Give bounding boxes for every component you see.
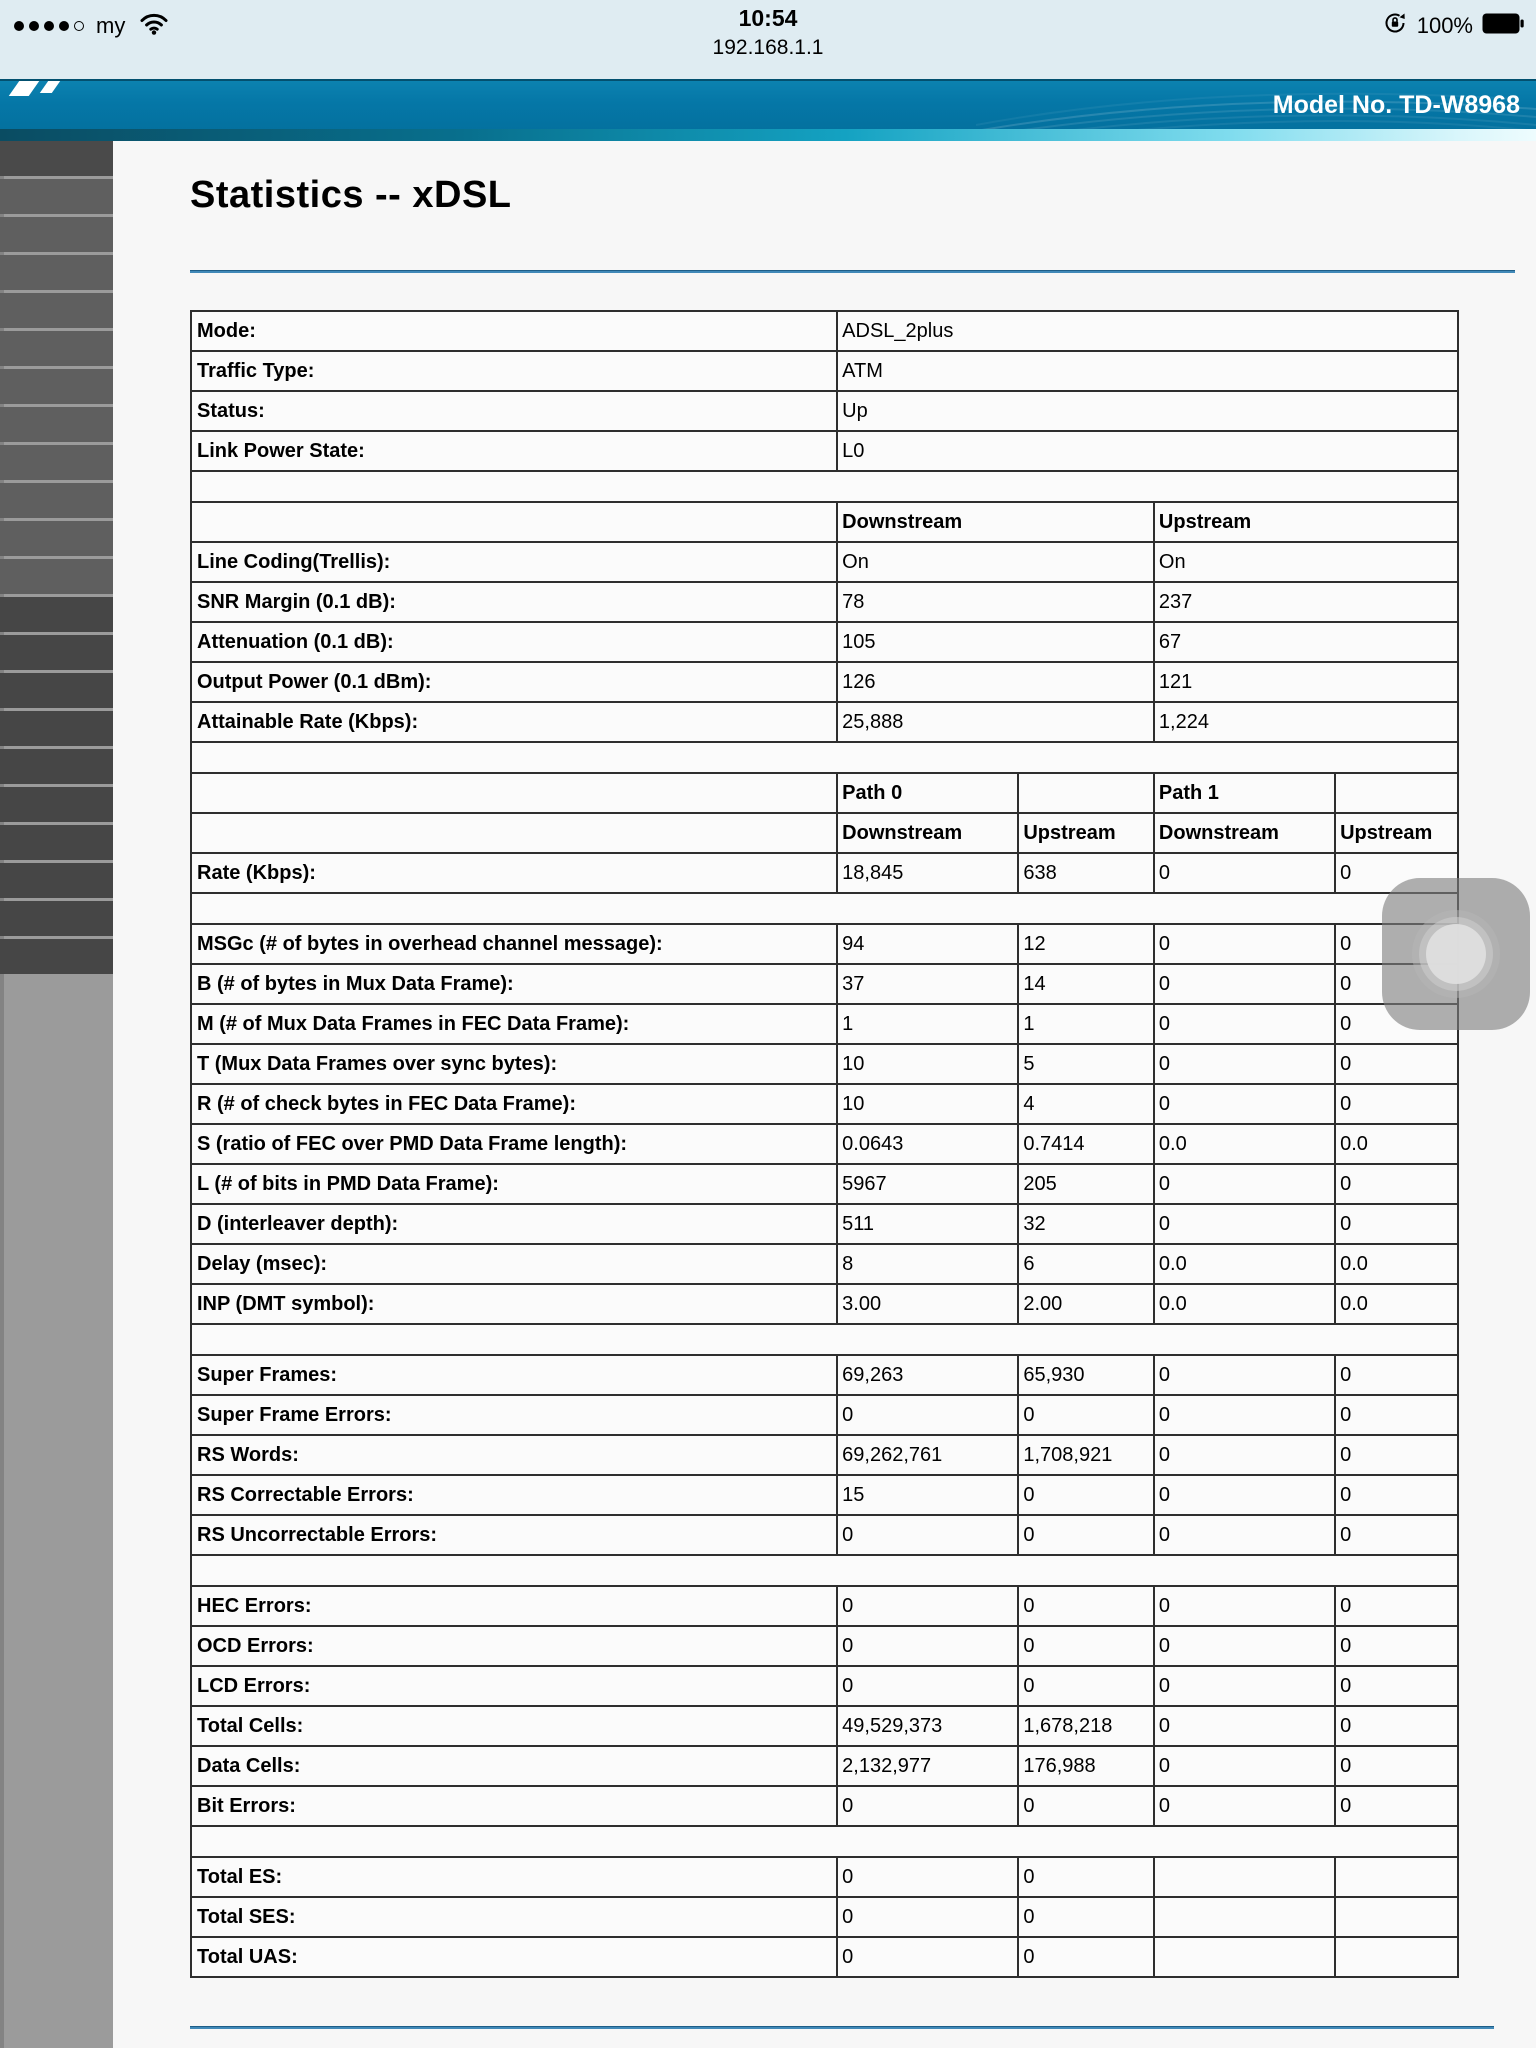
sidebar-menu-item[interactable] <box>0 521 113 556</box>
stat-label-cell: RS Correctable Errors: <box>191 1475 837 1515</box>
assistive-touch-button[interactable] <box>1382 878 1530 1030</box>
table-row <box>191 964 1458 1004</box>
stat-value-cell: 0 <box>1018 1897 1154 1937</box>
table-row <box>191 893 1458 924</box>
stat-label-cell: R (# of check bytes in FEC Data Frame): <box>191 1084 837 1124</box>
stat-value-cell: ADSL_2plus <box>837 311 1458 351</box>
stat-value-cell: 0 <box>1335 1435 1458 1475</box>
stat-label-cell: INP (DMT symbol): <box>191 1284 837 1324</box>
table-row <box>191 1395 1458 1435</box>
stat-label-cell <box>191 773 837 813</box>
spacer-cell <box>191 1324 1458 1355</box>
stat-value-cell: 0.0643 <box>837 1124 1018 1164</box>
table-row <box>191 622 1458 662</box>
table-row <box>191 351 1458 391</box>
stat-value-cell: L0 <box>837 431 1458 471</box>
table-row <box>191 1586 1458 1626</box>
sidebar-menu-item[interactable] <box>0 331 113 366</box>
stat-value-cell: 0 <box>837 1626 1018 1666</box>
stat-value-cell: 0 <box>1335 1395 1458 1435</box>
stat-value-cell: 69,263 <box>837 1355 1018 1395</box>
sidebar-menu <box>0 141 113 2048</box>
banner-gradient-strip <box>0 129 1536 141</box>
stat-value-cell: 15 <box>837 1475 1018 1515</box>
stat-label-cell: OCD Errors: <box>191 1626 837 1666</box>
sidebar-menu-item[interactable] <box>0 217 113 252</box>
stat-label-cell: MSGc (# of bytes in overhead channel message): <box>191 924 837 964</box>
stat-value-cell: 65,930 <box>1018 1355 1154 1395</box>
stat-label-cell: LCD Errors: <box>191 1666 837 1706</box>
table-row <box>191 1244 1458 1284</box>
stat-value-cell: 0 <box>1154 1084 1335 1124</box>
stat-value-cell: 0 <box>1335 1044 1458 1084</box>
stat-label-cell: Total UAS: <box>191 1937 837 1977</box>
stat-value-cell: 0 <box>837 1937 1018 1977</box>
stat-label-cell: M (# of Mux Data Frames in FEC Data Frame): <box>191 1004 837 1044</box>
table-row <box>191 1666 1458 1706</box>
stat-value-cell: 0 <box>1335 1164 1458 1204</box>
table-row <box>191 1706 1458 1746</box>
sidebar-menu-item[interactable] <box>0 369 113 404</box>
sidebar-menu-item[interactable] <box>0 673 113 708</box>
sidebar-menu-item[interactable] <box>0 597 113 632</box>
sidebar-menu-item[interactable] <box>0 559 113 594</box>
stat-value-cell: 0 <box>1335 1666 1458 1706</box>
stat-value-cell <box>1335 1937 1458 1977</box>
stat-value-cell: 5967 <box>837 1164 1018 1204</box>
stat-value-cell: 6 <box>1018 1244 1154 1284</box>
stat-value-cell: 0 <box>1018 1666 1154 1706</box>
tp-link-logo-fragment-icon <box>9 81 40 96</box>
table-row <box>191 1746 1458 1786</box>
stat-value-cell: 126 <box>837 662 1154 702</box>
table-row <box>191 1826 1458 1857</box>
stat-value-cell: 105 <box>837 622 1154 662</box>
stat-value-cell: 0 <box>1018 1586 1154 1626</box>
spacer-cell <box>191 471 1458 502</box>
stat-value-cell: 0.0 <box>1335 1244 1458 1284</box>
stat-value-cell: 4 <box>1018 1084 1154 1124</box>
stat-value-cell: 0 <box>1018 1475 1154 1515</box>
battery-icon <box>1482 13 1524 39</box>
stat-value-cell: 0 <box>1335 1355 1458 1395</box>
stat-label-cell: Delay (msec): <box>191 1244 837 1284</box>
table-row <box>191 1937 1458 1977</box>
bottom-divider <box>190 2026 1494 2029</box>
stat-value-cell: 0.0 <box>1335 1284 1458 1324</box>
stat-value-cell: 0 <box>1018 1515 1154 1555</box>
assistive-touch-ring-icon <box>1412 910 1500 998</box>
stat-value-cell: 0 <box>1335 1626 1458 1666</box>
stat-value-cell: 69,262,761 <box>837 1435 1018 1475</box>
sidebar-menu-item[interactable] <box>0 407 113 442</box>
stat-value-cell: 0 <box>1154 1786 1335 1826</box>
column-header-cell: Upstream <box>1335 813 1458 853</box>
stat-label-cell: D (interleaver depth): <box>191 1204 837 1244</box>
column-header-cell: Upstream <box>1018 813 1154 853</box>
stat-label-cell: Data Cells: <box>191 1746 837 1786</box>
stat-label-cell: SNR Margin (0.1 dB): <box>191 582 837 622</box>
stat-value-cell: 0 <box>1018 1857 1154 1897</box>
table-row <box>191 773 1458 813</box>
stat-value-cell: 0 <box>1154 1204 1335 1244</box>
column-header-cell: Downstream <box>837 813 1018 853</box>
stat-value-cell: 0 <box>1154 1044 1335 1084</box>
table-row <box>191 702 1458 742</box>
router-header-banner <box>0 79 1536 129</box>
stat-value-cell: 10 <box>837 1084 1018 1124</box>
stat-value-cell: 0 <box>837 1666 1018 1706</box>
stat-value-cell: 0 <box>837 1786 1018 1826</box>
stat-value-cell: 0 <box>1335 1746 1458 1786</box>
table-row <box>191 1626 1458 1666</box>
table-row <box>191 1164 1458 1204</box>
stat-value-cell: 2.00 <box>1018 1284 1154 1324</box>
stat-value-cell: 0 <box>837 1857 1018 1897</box>
table-row <box>191 924 1458 964</box>
stat-value-cell: 205 <box>1018 1164 1154 1204</box>
stat-label-cell: L (# of bits in PMD Data Frame): <box>191 1164 837 1204</box>
sidebar-menu-item[interactable] <box>0 255 113 290</box>
stat-label-cell: Super Frame Errors: <box>191 1395 837 1435</box>
stat-value-cell: 0 <box>837 1515 1018 1555</box>
table-row <box>191 471 1458 502</box>
clock-time: 10:54 <box>738 5 798 31</box>
stat-value-cell: 0 <box>1018 1626 1154 1666</box>
stat-value-cell: 0 <box>1154 1666 1335 1706</box>
stat-value-cell: 0 <box>1018 1937 1154 1977</box>
column-header-cell: Downstream <box>837 502 1154 542</box>
stat-value-cell: 0 <box>1335 1084 1458 1124</box>
sidebar-menu-item[interactable] <box>0 939 113 974</box>
stat-value-cell: 0 <box>1154 1586 1335 1626</box>
stat-label-cell: Total ES: <box>191 1857 837 1897</box>
stat-value-cell: 1,678,218 <box>1018 1706 1154 1746</box>
stat-value-cell: 0 <box>1335 964 1458 1004</box>
stat-label-cell: Bit Errors: <box>191 1786 837 1826</box>
stat-value-cell: 5 <box>1018 1044 1154 1084</box>
table-row <box>191 1355 1458 1395</box>
stat-label-cell: T (Mux Data Frames over sync bytes): <box>191 1044 837 1084</box>
table-row <box>191 311 1458 351</box>
column-header-cell <box>1335 773 1458 813</box>
sidebar-menu-item[interactable] <box>0 635 113 670</box>
stat-value-cell: 49,529,373 <box>837 1706 1018 1746</box>
stats-table-body <box>191 311 1458 1977</box>
stat-label-cell: Total Cells: <box>191 1706 837 1746</box>
address-bar-url[interactable]: 192.168.1.1 <box>712 36 824 59</box>
table-row <box>191 582 1458 622</box>
tp-link-logo-fragment-icon <box>40 81 60 93</box>
table-row <box>191 1897 1458 1937</box>
stat-value-cell: 237 <box>1154 582 1458 622</box>
stat-value-cell: 0 <box>837 1395 1018 1435</box>
column-header-cell: Upstream <box>1154 502 1458 542</box>
stat-label-cell: Attenuation (0.1 dB): <box>191 622 837 662</box>
stat-label-cell: Total SES: <box>191 1897 837 1937</box>
stat-value-cell: 0.0 <box>1154 1244 1335 1284</box>
stat-value-cell: 0 <box>1335 1204 1458 1244</box>
table-row <box>191 1044 1458 1084</box>
stat-label-cell <box>191 813 837 853</box>
stat-label-cell: Super Frames: <box>191 1355 837 1395</box>
spacer-cell <box>191 1555 1458 1586</box>
stat-value-cell: 8 <box>837 1244 1018 1284</box>
page-title: Statistics -- xDSL <box>190 174 512 216</box>
table-row <box>191 502 1458 542</box>
table-row <box>191 742 1458 773</box>
table-row <box>191 1786 1458 1826</box>
table-row <box>191 853 1458 893</box>
stat-value-cell: 0 <box>837 1897 1018 1937</box>
stat-label-cell: Attainable Rate (Kbps): <box>191 702 837 742</box>
sidebar-menu-item[interactable] <box>0 293 113 328</box>
table-row <box>191 431 1458 471</box>
table-row <box>191 1435 1458 1475</box>
stat-value-cell: 638 <box>1018 853 1154 893</box>
stat-value-cell: 0 <box>1335 924 1458 964</box>
stat-value-cell: 14 <box>1018 964 1154 1004</box>
sidebar-menu-item[interactable] <box>0 901 113 936</box>
stat-value-cell: 0 <box>1018 1395 1154 1435</box>
table-row <box>191 813 1458 853</box>
spacer-cell <box>191 893 1458 924</box>
stat-value-cell: 121 <box>1154 662 1458 702</box>
stat-label-cell: RS Words: <box>191 1435 837 1475</box>
stat-value-cell: 0 <box>1018 1786 1154 1826</box>
stat-value-cell: 511 <box>837 1204 1018 1244</box>
stat-value-cell: 3.00 <box>837 1284 1018 1324</box>
stat-value-cell: 0 <box>1335 1004 1458 1044</box>
stat-value-cell: 0 <box>1335 1706 1458 1746</box>
stat-value-cell: 0 <box>1154 1395 1335 1435</box>
status-bar <box>0 0 1536 79</box>
stat-label-cell: Traffic Type: <box>191 351 837 391</box>
stat-label-cell <box>191 502 837 542</box>
stat-label-cell: Status: <box>191 391 837 431</box>
stat-value-cell: 25,888 <box>837 702 1154 742</box>
stat-value-cell: 78 <box>837 582 1154 622</box>
stat-value-cell: On <box>837 542 1154 582</box>
stat-value-cell: 0 <box>1154 1626 1335 1666</box>
stat-value-cell <box>1154 1857 1335 1897</box>
stat-value-cell: 1 <box>1018 1004 1154 1044</box>
stat-value-cell: 176,988 <box>1018 1746 1154 1786</box>
xdsl-statistics-table <box>190 310 1459 1978</box>
stat-label-cell: Line Coding(Trellis): <box>191 542 837 582</box>
column-header-cell: Path 0 <box>837 773 1018 813</box>
sidebar-menu-item[interactable] <box>0 141 113 176</box>
stat-value-cell: 0 <box>1154 964 1335 1004</box>
column-header-cell: Path 1 <box>1154 773 1335 813</box>
stat-value-cell: 32 <box>1018 1204 1154 1244</box>
table-row <box>191 542 1458 582</box>
stat-value-cell: 94 <box>837 924 1018 964</box>
stat-value-cell: 1,224 <box>1154 702 1458 742</box>
stat-value-cell: 10 <box>837 1044 1018 1084</box>
stat-value-cell <box>1154 1937 1335 1977</box>
column-header-cell <box>1018 773 1154 813</box>
table-row <box>191 1857 1458 1897</box>
stat-label-cell: B (# of bytes in Mux Data Frame): <box>191 964 837 1004</box>
table-row <box>191 1324 1458 1355</box>
sidebar-menu-item[interactable] <box>0 825 113 860</box>
sidebar-menu-item[interactable] <box>0 787 113 822</box>
stat-value-cell <box>1154 1897 1335 1937</box>
stat-value-cell: 0 <box>1335 1515 1458 1555</box>
stat-label-cell: Mode: <box>191 311 837 351</box>
model-number-label: Model No. TD-W8968 <box>1272 91 1520 119</box>
stat-value-cell: 18,845 <box>837 853 1018 893</box>
table-row <box>191 1204 1458 1244</box>
stat-value-cell: On <box>1154 542 1458 582</box>
sidebar-menu-item[interactable] <box>0 749 113 784</box>
stat-value-cell: 0 <box>837 1586 1018 1626</box>
stat-label-cell: Rate (Kbps): <box>191 853 837 893</box>
table-row <box>191 1284 1458 1324</box>
rotation-lock-icon <box>1382 10 1408 41</box>
stat-value-cell: ATM <box>837 351 1458 391</box>
stat-value-cell: 0 <box>1154 853 1335 893</box>
stat-value-cell: 0 <box>1154 1475 1335 1515</box>
table-row <box>191 662 1458 702</box>
sidebar-menu-item[interactable] <box>0 483 113 518</box>
stat-value-cell: 67 <box>1154 622 1458 662</box>
stat-value-cell: 0 <box>1154 1706 1335 1746</box>
table-row <box>191 1004 1458 1044</box>
stat-label-cell: S (ratio of FEC over PMD Data Frame length): <box>191 1124 837 1164</box>
stat-value-cell: Up <box>837 391 1458 431</box>
stat-value-cell: 0 <box>1335 1475 1458 1515</box>
stat-value-cell: 0.0 <box>1335 1124 1458 1164</box>
stat-value-cell: 0.0 <box>1154 1284 1335 1324</box>
stat-value-cell: 1,708,921 <box>1018 1435 1154 1475</box>
stat-value-cell: 1 <box>837 1004 1018 1044</box>
stat-value-cell: 0 <box>1154 1515 1335 1555</box>
stat-value-cell: 0 <box>1154 1004 1335 1044</box>
stat-value-cell: 0.0 <box>1154 1124 1335 1164</box>
table-row <box>191 391 1458 431</box>
stat-value-cell <box>1335 1857 1458 1897</box>
stat-value-cell: 0 <box>1335 1786 1458 1826</box>
carrier-label: my <box>96 13 126 38</box>
stat-value-cell: 0 <box>1154 1164 1335 1204</box>
stat-label-cell: Link Power State: <box>191 431 837 471</box>
spacer-cell <box>191 742 1458 773</box>
sidebar-menu-item[interactable] <box>0 179 113 214</box>
table-row <box>191 1515 1458 1555</box>
battery-percent-label: 100% <box>1416 12 1473 38</box>
stat-value-cell: 0 <box>1154 924 1335 964</box>
sidebar-menu-item[interactable] <box>0 711 113 746</box>
stat-value-cell: 0 <box>1335 853 1458 893</box>
stat-value-cell: 0 <box>1335 1586 1458 1626</box>
stat-value-cell: 0.7414 <box>1018 1124 1154 1164</box>
table-row <box>191 1124 1458 1164</box>
stat-value-cell: 12 <box>1018 924 1154 964</box>
table-row <box>191 1084 1458 1124</box>
top-divider <box>190 270 1515 273</box>
stat-value-cell: 37 <box>837 964 1018 1004</box>
stat-value-cell: 0 <box>1154 1746 1335 1786</box>
stat-value-cell: 0 <box>1154 1435 1335 1475</box>
stat-label-cell: HEC Errors: <box>191 1586 837 1626</box>
spacer-cell <box>191 1826 1458 1857</box>
stat-label-cell: RS Uncorrectable Errors: <box>191 1515 837 1555</box>
stat-value-cell: 0 <box>1154 1355 1335 1395</box>
stat-value-cell: 2,132,977 <box>837 1746 1018 1786</box>
stat-label-cell: Output Power (0.1 dBm): <box>191 662 837 702</box>
sidebar-menu-item[interactable] <box>0 863 113 898</box>
column-header-cell: Downstream <box>1154 813 1335 853</box>
table-row <box>191 1475 1458 1515</box>
stat-value-cell <box>1335 1897 1458 1937</box>
sidebar-menu-item[interactable] <box>0 445 113 480</box>
main-content <box>113 141 1536 2048</box>
table-row <box>191 1555 1458 1586</box>
